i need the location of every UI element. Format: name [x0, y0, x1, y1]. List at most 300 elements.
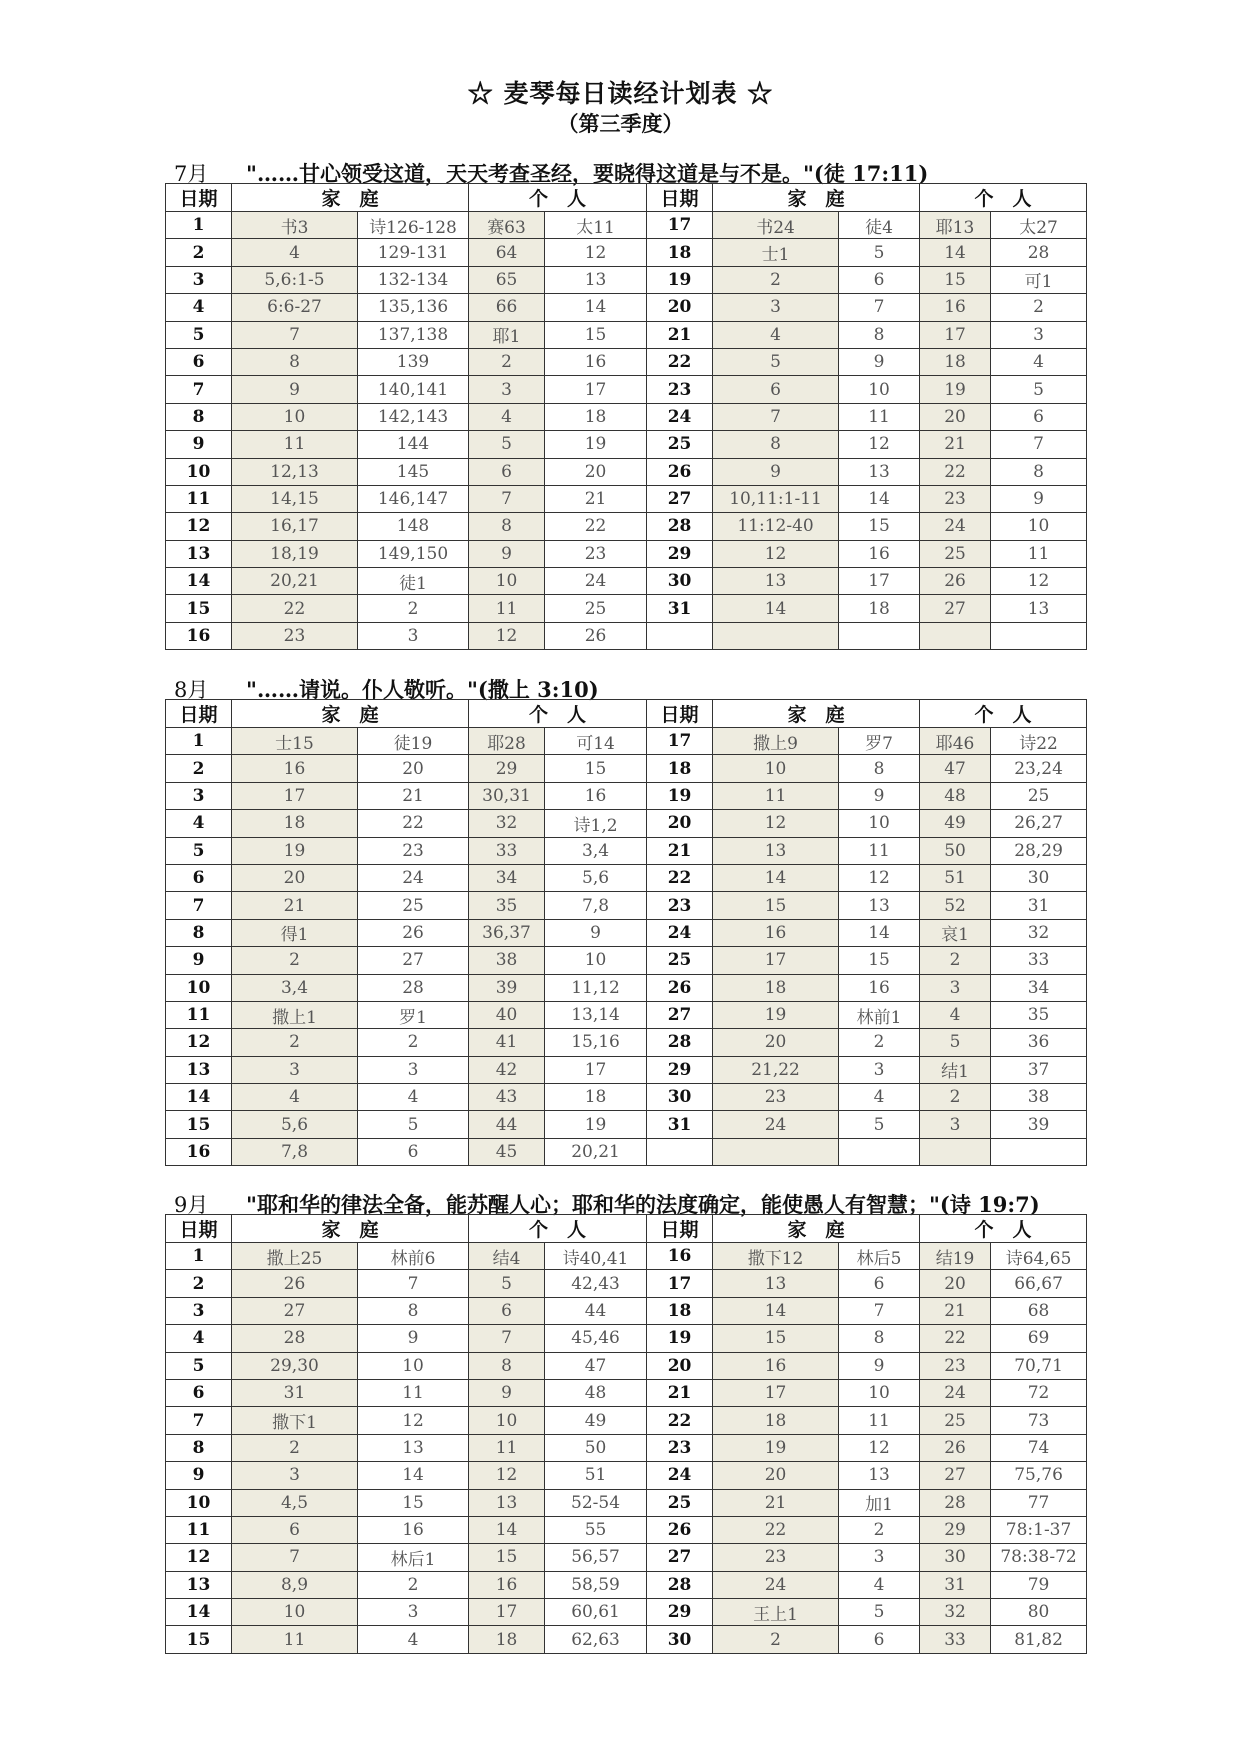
table-row [166, 1571, 1087, 1598]
reading-table-september [165, 1214, 1087, 1654]
family-reading-a: 2 [232, 1434, 358, 1461]
personal-reading-b: 7 [991, 431, 1087, 458]
family-reading-a: 3 [232, 1056, 358, 1083]
day-number: 6 [166, 348, 232, 375]
table-row [166, 1297, 1087, 1324]
family-reading-b: 25 [358, 892, 469, 919]
family-reading-b: 8 [839, 755, 920, 782]
table-row [166, 595, 1087, 622]
personal-reading-b: 52-54 [545, 1489, 647, 1516]
personal-reading-a: 11 [469, 1434, 545, 1461]
personal-reading-b: 19 [545, 1111, 647, 1138]
personal-reading-a: 6 [469, 1297, 545, 1324]
personal-reading-b: 48 [545, 1379, 647, 1406]
personal-reading-a: 耶13 [920, 212, 991, 239]
table-row [166, 376, 1087, 403]
header-date: 日期 [166, 700, 232, 728]
personal-reading-b: 6 [991, 403, 1087, 430]
personal-reading-b: 45,46 [545, 1325, 647, 1352]
family-reading-a: 14,15 [232, 485, 358, 512]
table-row [166, 485, 1087, 512]
day-number: 19 [647, 266, 713, 293]
family-reading-b: 10 [839, 810, 920, 837]
personal-reading-a: 耶1 [469, 321, 545, 348]
day-number: 1 [166, 212, 232, 239]
family-reading-a: 16 [713, 919, 839, 946]
family-reading-b: 22 [358, 810, 469, 837]
family-reading-a: 13 [713, 1270, 839, 1297]
personal-reading-a: 33 [469, 837, 545, 864]
personal-reading-b: 太27 [991, 212, 1087, 239]
family-reading-a: 18 [713, 1407, 839, 1434]
day-number: 31 [647, 595, 713, 622]
day-number: 5 [166, 1352, 232, 1379]
family-reading-b: 146,147 [358, 485, 469, 512]
family-reading-a: 20 [232, 864, 358, 891]
family-reading-a: 7,8 [232, 1138, 358, 1165]
family-reading-a: 4 [713, 321, 839, 348]
personal-reading-a: 29 [469, 755, 545, 782]
family-reading-a: 23 [232, 622, 358, 649]
family-reading-b: 24 [358, 864, 469, 891]
table-row [166, 1325, 1087, 1352]
family-reading-a [713, 1138, 839, 1165]
family-reading-a: 士15 [232, 728, 358, 755]
family-reading-a: 17 [713, 1379, 839, 1406]
family-reading-b: 7 [839, 294, 920, 321]
family-reading-a: 22 [713, 1516, 839, 1543]
family-reading-a: 31 [232, 1379, 358, 1406]
family-reading-b: 9 [358, 1325, 469, 1352]
table-row [166, 403, 1087, 430]
personal-reading-a: 25 [920, 1407, 991, 1434]
family-reading-a: 13 [713, 837, 839, 864]
family-reading-a: 10 [232, 1599, 358, 1626]
table-row [166, 513, 1087, 540]
family-reading-a: 14 [713, 595, 839, 622]
personal-reading-b: 可1 [991, 266, 1087, 293]
personal-reading-a: 15 [920, 266, 991, 293]
day-number: 12 [166, 1029, 232, 1056]
family-reading-b: 11 [358, 1379, 469, 1406]
personal-reading-b: 42,43 [545, 1270, 647, 1297]
table-row [166, 348, 1087, 375]
personal-reading-a: 49 [920, 810, 991, 837]
day-number: 14 [166, 1599, 232, 1626]
personal-reading-a: 4 [469, 403, 545, 430]
personal-reading-b: 36 [991, 1029, 1087, 1056]
personal-reading-b: 13 [991, 595, 1087, 622]
family-reading-b: 5 [839, 1111, 920, 1138]
personal-reading-a: 44 [469, 1111, 545, 1138]
family-reading-a: 18 [713, 974, 839, 1001]
day-number: 9 [166, 431, 232, 458]
day-number: 16 [166, 622, 232, 649]
family-reading-b: 6 [839, 1626, 920, 1653]
family-reading-b: 139 [358, 348, 469, 375]
family-reading-b: 2 [839, 1029, 920, 1056]
family-reading-a: 23 [713, 1084, 839, 1111]
personal-reading-b: 10 [991, 513, 1087, 540]
family-reading-a: 4 [232, 1084, 358, 1111]
family-reading-b: 14 [839, 919, 920, 946]
day-number: 16 [647, 1243, 713, 1270]
personal-reading-a: 45 [469, 1138, 545, 1165]
table-row [166, 1352, 1087, 1379]
personal-reading-a: 26 [920, 1434, 991, 1461]
personal-reading-b: 太11 [545, 212, 647, 239]
family-reading-a: 11 [232, 1626, 358, 1653]
family-reading-a: 20 [713, 1029, 839, 1056]
day-number: 10 [166, 458, 232, 485]
family-reading-a: 6 [713, 376, 839, 403]
day-number: 21 [647, 321, 713, 348]
day-number: 30 [647, 1084, 713, 1111]
table-row [166, 1138, 1087, 1165]
family-reading-b: 6 [358, 1138, 469, 1165]
personal-reading-b: 80 [991, 1599, 1087, 1626]
table-row [166, 266, 1087, 293]
family-reading-b: 8 [839, 321, 920, 348]
family-reading-a: 2 [713, 1626, 839, 1653]
personal-reading-a: 34 [469, 864, 545, 891]
family-reading-a: 2 [232, 1029, 358, 1056]
family-reading-b: 15 [358, 1489, 469, 1516]
family-reading-b: 12 [839, 1434, 920, 1461]
personal-reading-b: 5 [991, 376, 1087, 403]
table-row [166, 1626, 1087, 1653]
family-reading-b: 2 [358, 1029, 469, 1056]
header-personal: 个 人 [469, 700, 647, 728]
personal-reading-a: 36,37 [469, 919, 545, 946]
personal-reading-b: 56,57 [545, 1544, 647, 1571]
family-reading-b: 13 [358, 1434, 469, 1461]
family-reading-a: 17 [713, 947, 839, 974]
personal-reading-a: 3 [920, 1111, 991, 1138]
personal-reading-a: 5 [469, 1270, 545, 1297]
day-number: 6 [166, 864, 232, 891]
personal-reading-a: 40 [469, 1001, 545, 1028]
header-personal: 个 人 [920, 184, 1087, 212]
table-row [166, 540, 1087, 567]
personal-reading-a: 24 [920, 1379, 991, 1406]
family-reading-b: 18 [839, 595, 920, 622]
day-number: 13 [166, 1056, 232, 1083]
family-reading-a: 19 [713, 1434, 839, 1461]
personal-reading-a: 42 [469, 1056, 545, 1083]
family-reading-a: 4,5 [232, 1489, 358, 1516]
family-reading-a: 14 [713, 1297, 839, 1324]
personal-reading-b: 11,12 [545, 974, 647, 1001]
personal-reading-a: 11 [469, 595, 545, 622]
day-number: 18 [647, 239, 713, 266]
family-reading-a: 8 [232, 348, 358, 375]
day-number: 18 [647, 755, 713, 782]
table-row [166, 782, 1087, 809]
day-number: 23 [647, 376, 713, 403]
family-reading-b: 20 [358, 755, 469, 782]
personal-reading-b: 50 [545, 1434, 647, 1461]
day-number: 20 [647, 294, 713, 321]
personal-reading-b: 22 [545, 513, 647, 540]
table-row [166, 1084, 1087, 1111]
personal-reading-a: 14 [469, 1516, 545, 1543]
day-number: 26 [647, 974, 713, 1001]
family-reading-a: 3 [232, 1462, 358, 1489]
family-reading-b: 9 [839, 348, 920, 375]
family-reading-a: 14 [713, 864, 839, 891]
day-number: 2 [166, 755, 232, 782]
personal-reading-b: 23,24 [991, 755, 1087, 782]
personal-reading-b: 诗1,2 [545, 810, 647, 837]
header-family: 家 庭 [713, 700, 920, 728]
family-reading-b: 13 [839, 892, 920, 919]
day-number: 28 [647, 1029, 713, 1056]
day-number: 31 [647, 1111, 713, 1138]
day-number: 8 [166, 919, 232, 946]
personal-reading-a: 21 [920, 431, 991, 458]
header-date: 日期 [647, 184, 713, 212]
personal-reading-b: 诗64,65 [991, 1243, 1087, 1270]
family-reading-a: 24 [713, 1111, 839, 1138]
family-reading-a: 19 [713, 1001, 839, 1028]
family-reading-a: 10 [232, 403, 358, 430]
table-row [166, 947, 1087, 974]
header-family: 家 庭 [232, 1215, 469, 1243]
personal-reading-b: 60,61 [545, 1599, 647, 1626]
month-label: 8月 [174, 678, 209, 702]
personal-reading-b: 25 [991, 782, 1087, 809]
family-reading-a: 16 [713, 1352, 839, 1379]
personal-reading-a: 35 [469, 892, 545, 919]
family-reading-b: 2 [358, 1571, 469, 1598]
family-reading-b: 26 [358, 919, 469, 946]
family-reading-b: 11 [839, 837, 920, 864]
table-row [166, 810, 1087, 837]
day-number: 28 [647, 1571, 713, 1598]
personal-reading-a: 13 [469, 1489, 545, 1516]
day-number: 9 [166, 1462, 232, 1489]
family-reading-a: 7 [232, 1544, 358, 1571]
personal-reading-b: 26 [545, 622, 647, 649]
family-reading-b: 145 [358, 458, 469, 485]
personal-reading-a: 18 [920, 348, 991, 375]
family-reading-b: 徒4 [839, 212, 920, 239]
family-reading-a: 12 [713, 540, 839, 567]
family-reading-a: 27 [232, 1297, 358, 1324]
family-reading-a: 撒上25 [232, 1243, 358, 1270]
day-number: 24 [647, 919, 713, 946]
day-number: 30 [647, 1626, 713, 1653]
family-reading-b [839, 1138, 920, 1165]
personal-reading-a: 15 [469, 1544, 545, 1571]
family-reading-b: 5 [839, 239, 920, 266]
personal-reading-a: 12 [469, 622, 545, 649]
personal-reading-b: 可14 [545, 728, 647, 755]
personal-reading-a: 26 [920, 568, 991, 595]
day-number: 4 [166, 810, 232, 837]
personal-reading-b: 62,63 [545, 1626, 647, 1653]
family-reading-a: 书3 [232, 212, 358, 239]
personal-reading-b: 58,59 [545, 1571, 647, 1598]
personal-reading-b: 37 [991, 1056, 1087, 1083]
personal-reading-a: 28 [920, 1489, 991, 1516]
table-row [166, 1243, 1087, 1270]
day-number: 1 [166, 728, 232, 755]
personal-reading-b: 30 [991, 864, 1087, 891]
personal-reading-a: 8 [469, 513, 545, 540]
personal-reading-b: 10 [545, 947, 647, 974]
table-header-row [166, 700, 1087, 728]
month-label: 7月 [174, 162, 209, 186]
day-number: 12 [166, 1544, 232, 1571]
personal-reading-b: 21 [545, 485, 647, 512]
personal-reading-a: 3 [469, 376, 545, 403]
personal-reading-a: 2 [920, 947, 991, 974]
family-reading-b: 28 [358, 974, 469, 1001]
header-date: 日期 [166, 184, 232, 212]
day-number: 16 [166, 1138, 232, 1165]
family-reading-a: 3 [713, 294, 839, 321]
personal-reading-a: 38 [469, 947, 545, 974]
family-reading-a: 5 [713, 348, 839, 375]
table-header-row [166, 1215, 1087, 1243]
day-number: 3 [166, 1297, 232, 1324]
personal-reading-b: 诗40,41 [545, 1243, 647, 1270]
day-number: 23 [647, 892, 713, 919]
family-reading-b: 135,136 [358, 294, 469, 321]
personal-reading-b: 12 [991, 568, 1087, 595]
family-reading-a: 撒下12 [713, 1243, 839, 1270]
personal-reading-a: 30 [920, 1544, 991, 1571]
table-row [166, 321, 1087, 348]
family-reading-a: 29,30 [232, 1352, 358, 1379]
personal-reading-b: 75,76 [991, 1462, 1087, 1489]
family-reading-a: 得1 [232, 919, 358, 946]
personal-reading-b: 3,4 [545, 837, 647, 864]
family-reading-a: 11 [713, 782, 839, 809]
family-reading-a: 20,21 [232, 568, 358, 595]
family-reading-a: 撒上1 [232, 1001, 358, 1028]
personal-reading-a: 10 [469, 568, 545, 595]
personal-reading-a: 48 [920, 782, 991, 809]
day-number: 15 [166, 595, 232, 622]
personal-reading-b: 79 [991, 1571, 1087, 1598]
family-reading-b: 2 [839, 1516, 920, 1543]
family-reading-b: 3 [839, 1056, 920, 1083]
personal-reading-b: 73 [991, 1407, 1087, 1434]
personal-reading-a: 结4 [469, 1243, 545, 1270]
day-number: 10 [166, 974, 232, 1001]
family-reading-b: 6 [839, 266, 920, 293]
table-row [166, 1599, 1087, 1626]
personal-reading-b: 74 [991, 1434, 1087, 1461]
header-personal: 个 人 [469, 1215, 647, 1243]
family-reading-a: 6:6-27 [232, 294, 358, 321]
table-row [166, 1544, 1087, 1571]
family-reading-a: 17 [232, 782, 358, 809]
family-reading-b: 149,150 [358, 540, 469, 567]
personal-reading-a: 52 [920, 892, 991, 919]
family-reading-b: 9 [839, 782, 920, 809]
family-reading-a: 7 [232, 321, 358, 348]
personal-reading-b: 11 [991, 540, 1087, 567]
personal-reading-b: 47 [545, 1352, 647, 1379]
family-reading-a: 20 [713, 1462, 839, 1489]
personal-reading-b: 69 [991, 1325, 1087, 1352]
personal-reading-a: 22 [920, 1325, 991, 1352]
day-number: 21 [647, 837, 713, 864]
personal-reading-b: 18 [545, 403, 647, 430]
day-number: 27 [647, 485, 713, 512]
family-reading-b: 27 [358, 947, 469, 974]
personal-reading-b: 14 [545, 294, 647, 321]
family-reading-a: 撒下1 [232, 1407, 358, 1434]
header-family: 家 庭 [232, 700, 469, 728]
personal-reading-b: 38 [991, 1084, 1087, 1111]
family-reading-a: 12 [713, 810, 839, 837]
family-reading-a: 2 [232, 947, 358, 974]
table-row [166, 212, 1087, 239]
header-family: 家 庭 [232, 184, 469, 212]
family-reading-b: 16 [358, 1516, 469, 1543]
personal-reading-a: 50 [920, 837, 991, 864]
family-reading-a: 22 [232, 595, 358, 622]
personal-reading-a: 66 [469, 294, 545, 321]
day-number: 27 [647, 1001, 713, 1028]
day-number: 17 [647, 728, 713, 755]
family-reading-b: 诗126-128 [358, 212, 469, 239]
family-reading-a: 15 [713, 892, 839, 919]
day-number: 10 [166, 1489, 232, 1516]
family-reading-a: 5,6:1-5 [232, 266, 358, 293]
family-reading-a: 26 [232, 1270, 358, 1297]
table-row [166, 622, 1087, 649]
family-reading-a: 4 [232, 239, 358, 266]
header-date: 日期 [647, 700, 713, 728]
family-reading-a: 2 [713, 266, 839, 293]
personal-reading-b: 25 [545, 595, 647, 622]
personal-reading-b: 17 [545, 1056, 647, 1083]
personal-reading-a: 3 [920, 974, 991, 1001]
personal-reading-a: 结1 [920, 1056, 991, 1083]
family-reading-b: 4 [839, 1571, 920, 1598]
family-reading-b: 9 [839, 1352, 920, 1379]
personal-reading-a: 64 [469, 239, 545, 266]
personal-reading-b: 20 [545, 458, 647, 485]
personal-reading-b: 55 [545, 1516, 647, 1543]
personal-reading-a: 33 [920, 1626, 991, 1653]
header-family: 家 庭 [713, 184, 920, 212]
family-reading-a: 撒上9 [713, 728, 839, 755]
personal-reading-a: 2 [469, 348, 545, 375]
personal-reading-b [991, 622, 1087, 649]
family-reading-a: 11:12-40 [713, 513, 839, 540]
day-number [647, 1138, 713, 1165]
table-row [166, 864, 1087, 891]
personal-reading-a: 6 [469, 458, 545, 485]
family-reading-b: 林后5 [839, 1243, 920, 1270]
personal-reading-b: 33 [991, 947, 1087, 974]
family-reading-b: 15 [839, 947, 920, 974]
personal-reading-b: 18 [545, 1084, 647, 1111]
table-row [166, 1462, 1087, 1489]
personal-reading-b: 15 [545, 321, 647, 348]
header-family: 家 庭 [713, 1215, 920, 1243]
personal-reading-a: 47 [920, 755, 991, 782]
personal-reading-a: 14 [920, 239, 991, 266]
personal-reading-a: 22 [920, 458, 991, 485]
